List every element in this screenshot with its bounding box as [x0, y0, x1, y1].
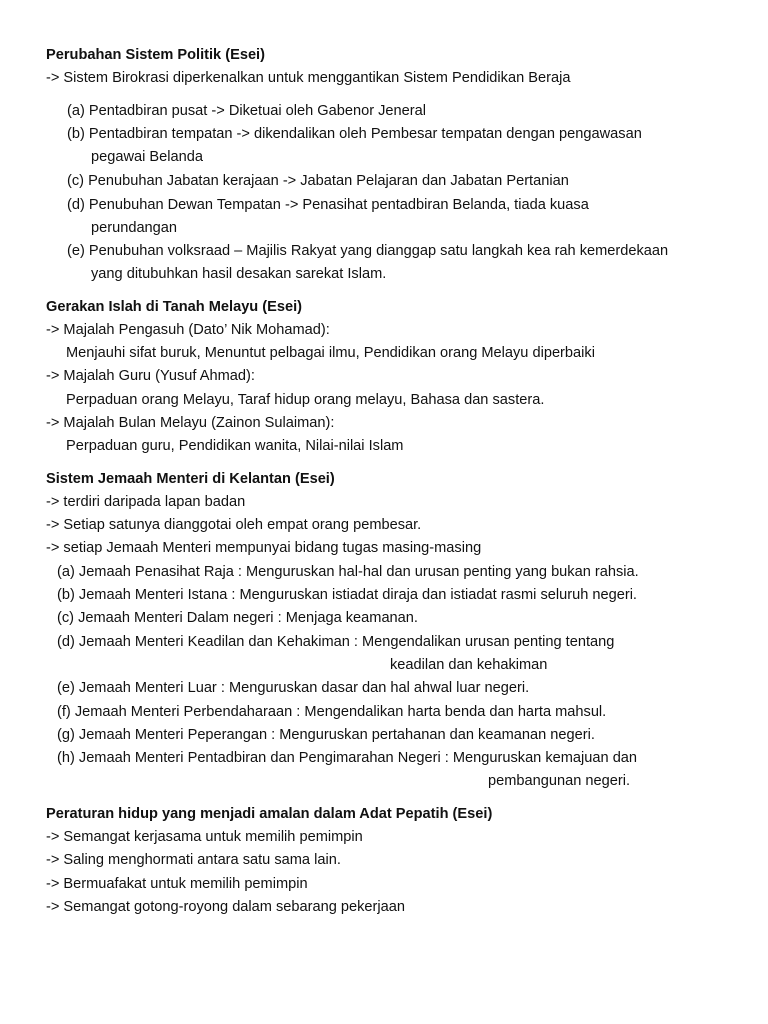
list-item-continuation: yang ditubuhkan hasil desakan sarekat Islam. — [91, 266, 387, 282]
list-item: (b) Jemaah Menteri Istana : Menguruskan istiadat diraja dan istiadat rasmi seluruh negeri. — [57, 587, 637, 603]
list-item-continuation: keadilan dan kehakiman — [390, 657, 548, 673]
list-item: (h) Jemaah Menteri Pentadbiran dan Pengimarahan Negeri : Menguruskan kemajuan dan — [57, 750, 638, 766]
section-intro: -> Setiap satunya dianggotai oleh empat orang pembesar. — [46, 517, 422, 533]
list-item: (d) Penubuhan Dewan Tempatan -> Penasihat pentadbiran Belanda, tiada kuasa — [67, 197, 589, 213]
section-intro: -> terdiri daripada lapan badan — [46, 494, 246, 510]
list-item: (e) Jemaah Menteri Luar : Menguruskan dasar dan hal ahwal luar negeri. — [57, 680, 530, 696]
list-item: -> Semangat gotong-royong dalam sebarang pekerjaan — [46, 899, 406, 915]
list-item-continuation: perundangan — [91, 220, 178, 236]
list-item-detail: Menjauhi sifat buruk, Menuntut pelbagai ilmu, Pendidikan orang Melayu diperbaiki — [66, 345, 595, 361]
list-item: (c) Jemaah Menteri Dalam negeri : Menjaga keamanan. — [57, 610, 418, 626]
list-item-continuation: pegawai Belanda — [91, 149, 203, 165]
section-title-sistem-jemaah-menteri: Sistem Jemaah Menteri di Kelantan (Esei) — [46, 471, 335, 487]
list-item: (a) Jemaah Penasihat Raja : Menguruskan hal-hal dan urusan penting yang bukan rahsia. — [57, 564, 639, 580]
list-item: (a) Pentadbiran pusat -> Diketuai oleh Gabenor Jeneral — [67, 103, 426, 119]
list-item: (e) Penubuhan volksraad – Majilis Rakyat yang dianggap satu langkah kea rah kemerdekaan — [67, 243, 669, 259]
list-item-detail: Perpaduan orang Melayu, Taraf hidup orang melayu, Bahasa dan sastera. — [66, 392, 545, 408]
section-intro: -> Sistem Birokrasi diperkenalkan untuk menggantikan Sistem Pendidikan Beraja — [46, 70, 571, 86]
section-title-gerakan-islah: Gerakan Islah di Tanah Melayu (Esei) — [46, 299, 303, 315]
list-item: -> Majalah Guru (Yusuf Ahmad): — [46, 368, 255, 384]
list-item: -> Majalah Bulan Melayu (Zainon Sulaiman): — [46, 415, 335, 431]
section-title-adat-pepatih: Peraturan hidup yang menjadi amalan dalam Adat Pepatih (Esei) — [46, 806, 493, 822]
list-item-continuation: pembangunan negeri. — [488, 773, 630, 789]
list-item: -> Bermuafakat untuk memilih pemimpin — [46, 876, 308, 892]
list-item: (c) Penubuhan Jabatan kerajaan -> Jabatan Pelajaran dan Jabatan Pertanian — [67, 173, 569, 189]
section-title-perubahan-sistem-politik: Perubahan Sistem Politik (Esei) — [46, 47, 265, 63]
section-intro: -> setiap Jemaah Menteri mempunyai bidang tugas masing-masing — [46, 540, 482, 556]
list-item: (f) Jemaah Menteri Perbendaharaan : Mengendalikan harta benda dan harta mahsul. — [57, 704, 607, 720]
list-item: (g) Jemaah Menteri Peperangan : Menguruskan pertahanan dan keamanan negeri. — [57, 727, 595, 743]
list-item: (d) Jemaah Menteri Keadilan dan Kehakiman : Mengendalikan urusan penting tentang — [57, 634, 615, 650]
list-item: -> Majalah Pengasuh (Dato’ Nik Mohamad): — [46, 322, 330, 338]
list-item-detail: Perpaduan guru, Pendidikan wanita, Nilai-nilai Islam — [66, 438, 404, 454]
list-item: -> Saling menghormati antara satu sama lain. — [46, 852, 341, 868]
list-item: (b) Pentadbiran tempatan -> dikendalikan oleh Pembesar tempatan dengan pengawasan — [67, 126, 642, 142]
list-item: -> Semangat kerjasama untuk memilih pemimpin — [46, 829, 363, 845]
